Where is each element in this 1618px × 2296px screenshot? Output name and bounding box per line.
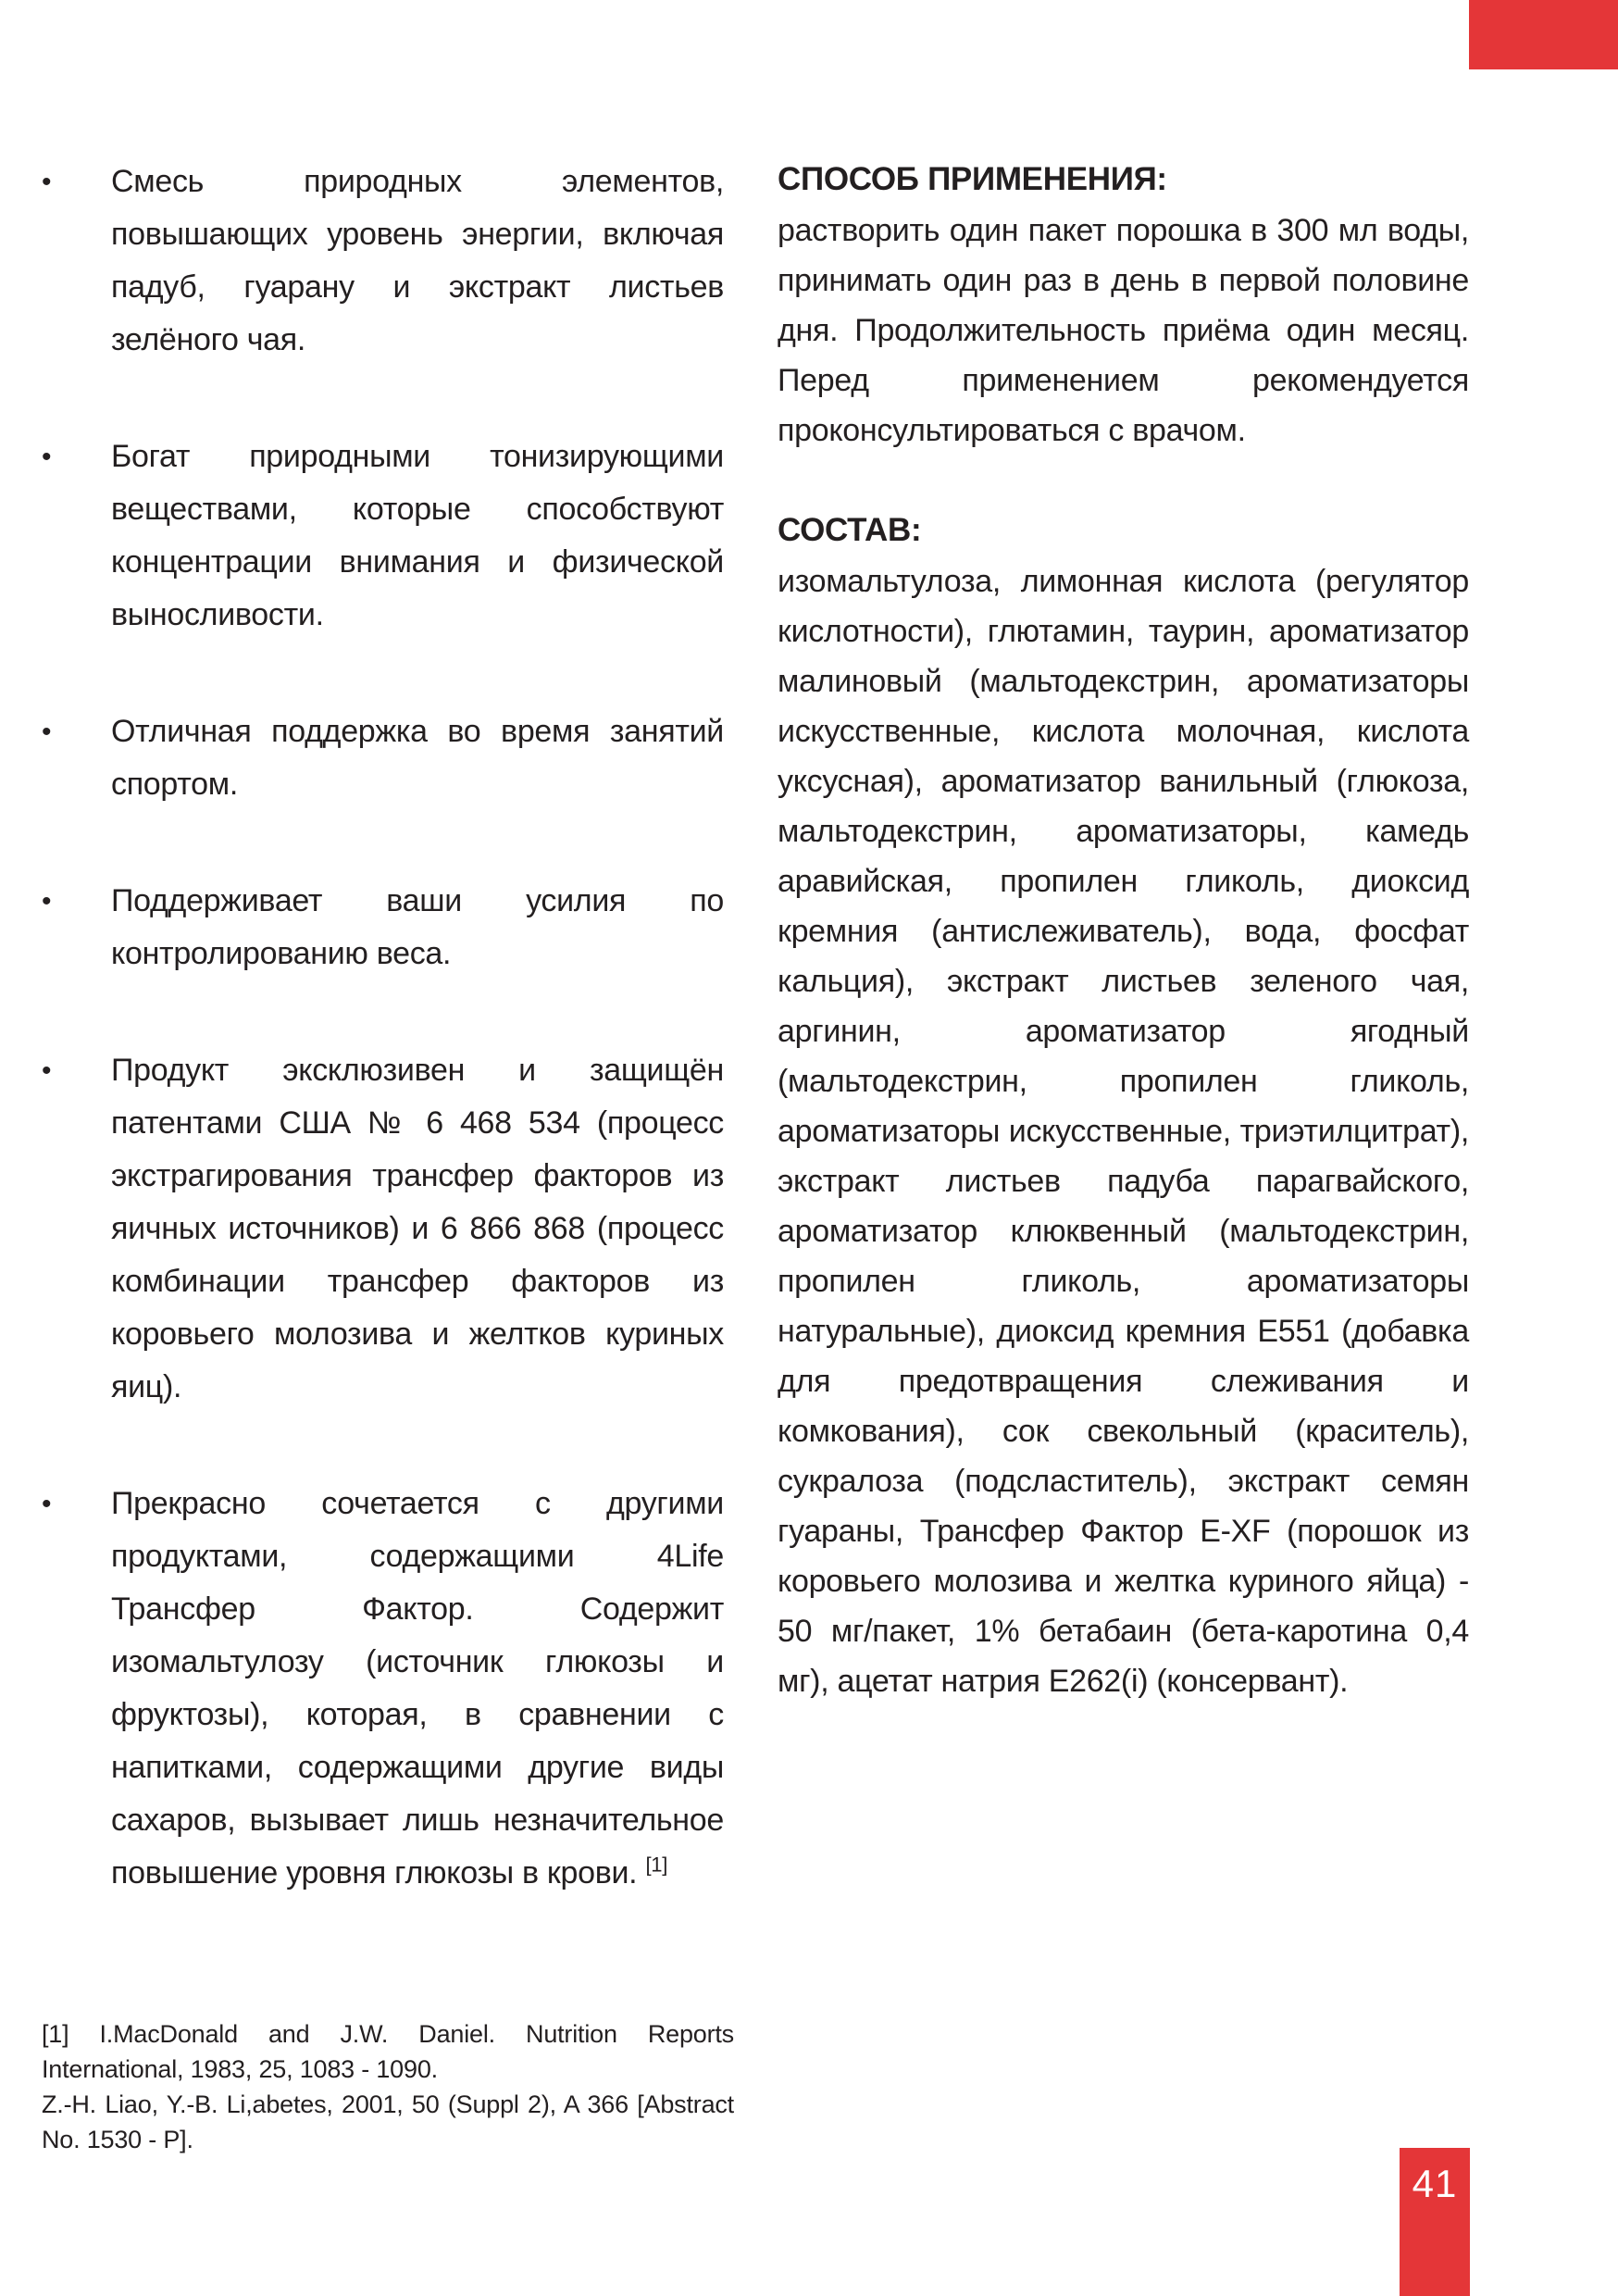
footnote-reference: [1] [645,1853,668,1877]
red-accent-block [1469,0,1618,69]
footnote-line: [1] I.MacDonald and J.W. Daniel. Nutrition Reports International, 1983, 25, 1083 - 1090. [42,2020,734,2083]
benefit-text: Продукт эксклюзивен и защищён патентами США № 6 468 534 (процесс экстрагирования трансфер факторов из яичных источников) и 6 866 868 (процесс комбинации трансфер факторов из коровьего молозива и желтков куриных яиц). [111,1053,724,1404]
bullet-marker: • [42,1489,52,1519]
bullet-marker: • [42,717,52,747]
benefit-text: Смесь природных элементов, повышающих уровень энергии, включая падуб, гуарану и экстракт листьев зелёного чая. [111,164,724,357]
composition-section [778,504,1469,1706]
benefit-item [42,430,724,642]
product-info-column [778,153,1469,1754]
usage-section [778,153,1469,455]
benefits-list [42,156,724,1964]
benefit-item [42,705,724,811]
bullet-marker: • [42,442,52,472]
benefit-text: Поддерживает ваши усилия по контролированию веса. [111,883,724,971]
benefit-text-body: Прекрасно сочетается с другими продуктами, содержащими 4Life Трансфер Фактор. Содержит изомальтулозу (источник глюкозы и фруктозы), которая, в сравнении с напитками, содержащими другие виды сахаров, вызывает лишь незначительное повышение уровня глюкозы в крови. [111,1486,724,1890]
page-number-box [1400,2148,1470,2296]
benefit-item [42,1044,724,1414]
usage-text: растворить один пакет порошка в 300 мл воды, принимать один раз в день в первой половине дня. Продолжительность приёма один месяц. Перед применением рекомендуется проконсультироваться с врачом. [778,213,1469,448]
page-number: 41 [1412,2162,1458,2205]
benefit-item [42,156,724,367]
footnote-line: Z.-H. Liao, Y.-B. Li,abetes, 2001, 50 (Suppl 2), A 366 [Abstract No. 1530 - P]. [42,2090,734,2153]
bullet-marker: • [42,167,52,197]
benefit-item [42,1478,724,1900]
benefit-text: Богат природными тонизирующими веществами, которые способствуют концентрации внимания и физической выносливости. [111,439,724,632]
composition-heading: СОСТАВ: [778,512,922,548]
bullet-marker: • [42,1055,52,1086]
benefit-text: Отличная поддержка во время занятий спортом. [111,714,724,802]
composition-text: изомальтулоза, лимонная кислота (регулятор кислотности), глютамин, таурин, ароматизатор малиновый (мальтодекстрин, ароматизаторы искусственные, кислота молочная, кислота уксусная), ароматизатор ванильный (глюкоза, мальтодекстрин, ароматизаторы, камедь аравийская, пропилен гликоль, диоксид кремния (антислеживатель), вода, фосфат кальция), экстракт листьев зеленого чая, аргинин, ароматизатор ягодный (мальтодекстрин, пропилен гликоль, ароматизаторы искусственные, триэтилцитрат), экстракт листьев падуба парагвайского, ароматизатор клюквенный (мальтодекстрин, пропилен гликоль, ароматизаторы натуральные), диоксид кремния Е551 (добавка для предотвращения слеживания и комкования), сок свекольный (краситель), сукралоза (подсластитель), экстракт семян гуараны, Трансфер Фактор E-XF (порошок из коровьего молозива и желтка куриного яйца) - 50 мг/пакет, 1% бетабаин (бета-каротина 0,4 мг), ацетат натрия Е262(i) (консервант). [778,564,1469,1699]
footnote [42,2016,734,2157]
benefit-text [111,1478,724,1900]
bullet-marker: • [42,886,52,917]
benefit-item [42,875,724,980]
usage-heading: СПОСОБ ПРИМЕНЕНИЯ: [778,161,1167,197]
